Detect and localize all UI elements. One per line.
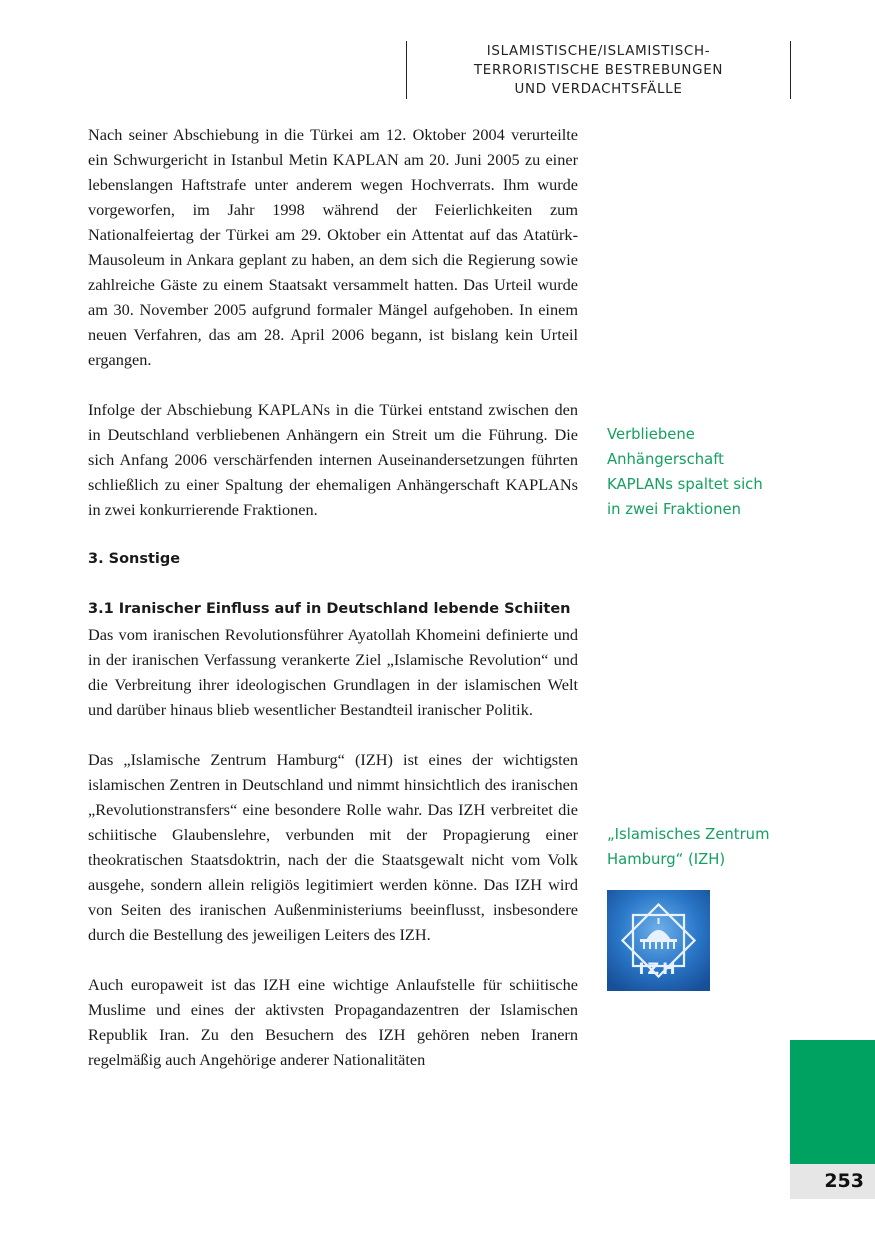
logo-lettering: IZH [638, 959, 679, 978]
paragraph-kaplan-verdict: Nach seiner Abschiebung in die Türkei am 12. Oktober 2004 verurteilte ein Schwurgericht in Istanbul Metin KAPLAN am 20. Juni 2005 zu einer lebenslangen Haftstrafe unter anderem wegen Hochverrats. Ihm wurde vorgeworfen, im Jahr 1998 während der Feierlichkeiten zum Nationalfeiertag der Türkei am 29. Oktober ein Attentat auf das Atatürk-Mausoleum in Ankara geplant zu haben, an dem sich die Regierung sowie zahlreiche Gäste zu einem Staatsakt versammelt hatten. Das Urteil wurde am 30. November 2005 aufgrund formaler Mängel aufgehoben. In einem neuen Verfahren, das am 28. April 2006 begann, ist bislang kein Urteil ergangen. [88, 125, 578, 369]
margin-note-izh [607, 822, 787, 872]
running-header [406, 41, 791, 99]
margin-note-line: in zwei Fraktionen [607, 501, 741, 518]
margin-note-line: Verbliebene [607, 426, 695, 443]
section-heading: 3. Sonstige [88, 551, 181, 567]
margin-note-line: KAPLANs spaltet sich [607, 476, 763, 493]
header-line: TERRORISTISCHE BESTREBUNGEN [473, 63, 724, 78]
izh-logo-icon [607, 890, 710, 991]
izh-logo-image [607, 890, 710, 991]
margin-note-fraktionen [607, 422, 787, 522]
main-text-column [88, 122, 578, 1097]
paragraph-iran-revolution: Das vom iranischen Revolutionsführer Ayatollah Khomeini definierte und in der iranischen Verfassung verankerte Ziel „Islamische Revolution“ und die Verbreitung ihrer ideologischen Grundlagen in der islamischen Welt und darüber hinaus blieb wesentlicher Bestandteil iranischer Politik. [88, 625, 578, 719]
header-line: ISLAMISTISCHE/ISLAMISTISCH- [486, 44, 711, 59]
paragraph-kaplan-split: Infolge der Abschiebung KAPLANs in die Türkei entstand zwischen den in Deutschland verbliebenen Anhängern ein Streit um die Führung. Die sich Anfang 2006 verschärfenden internen Auseinandersetzungen führten schließlich zu einer Spaltung der ehemaligen Anhängerschaft KAPLANs in zwei konkurrierende Fraktionen. [88, 400, 578, 519]
margin-note-line: „Islamisches Zentrum [607, 826, 770, 843]
paragraph-izh: Das „Islamische Zentrum Hamburg“ (IZH) ist eines der wichtigsten islamischen Zentren in Deutschland und nimmt hinsichtlich des iranischen „Revolutionstransfers“ eine besondere Rolle wahr. Das IZH verbreitet die schiitische Glaubenslehre, verbunden mit der Propagierung einer theokratischen Staatsdoktrin, nach der die Staatsgewalt nicht vom Volk ausgehe, sondern allein religiös legitimiert werden könne. Das IZH wird von Seiten des iranischen Außenministeriums beeinflusst, insbesondere durch die Bestellung des jeweiligen Leiters des IZH. [88, 750, 578, 944]
margin-note-line: Anhängerschaft [607, 451, 724, 468]
chapter-tab [790, 1040, 875, 1164]
margin-note-line: Hamburg“ (IZH) [607, 851, 726, 868]
paragraph-izh-europe: Auch europaweit ist das IZH eine wichtige Anlaufstelle für schiitische Muslime und eines der aktivsten Propagandazentren der Islamischen Republik Iran. Zu den Besuchern des IZH gehören neben Iranern regelmäßig auch Angehörige anderer Nationalitäten [88, 975, 578, 1069]
subsection-heading: 3.1 Iranischer Einfluss auf in Deutschland lebende Schiiten [88, 601, 571, 617]
page-number: 253 [790, 1164, 875, 1199]
header-line: UND VERDACHTSFÄLLE [514, 82, 683, 97]
